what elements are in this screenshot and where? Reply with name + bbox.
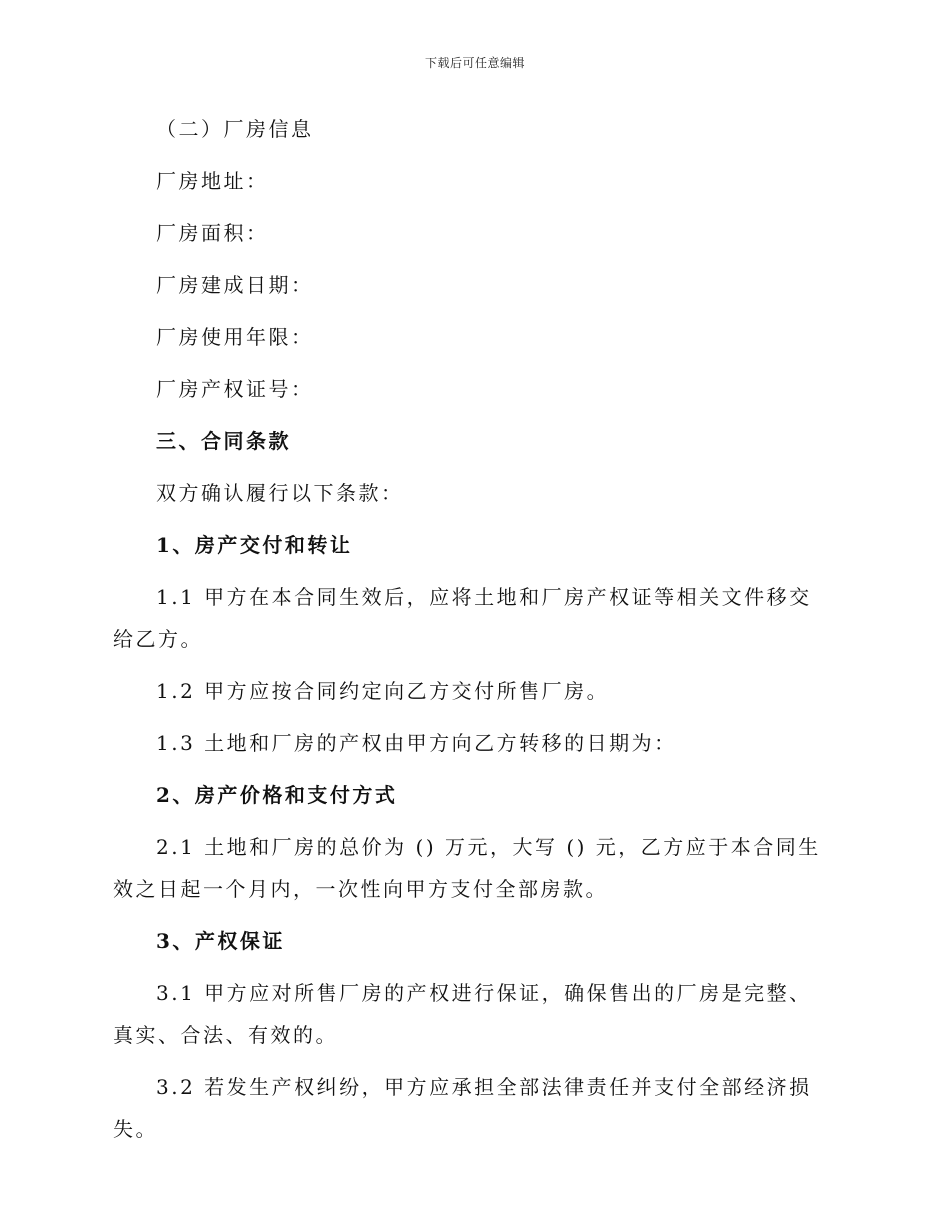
clause-1-2: 1.2 甲方应按合同约定向乙方交付所售厂房。 — [156, 679, 610, 703]
clause-heading-title-guarantee: 3、产权保证 — [156, 929, 285, 953]
field-factory-service-life: 厂房使用年限： — [156, 325, 314, 349]
field-factory-address: 厂房地址： — [156, 169, 269, 193]
field-factory-area: 厂房面积： — [156, 221, 269, 245]
paragraph-terms-intro: 双方确认履行以下条款： — [156, 481, 404, 505]
clause-1-3: 1.3 土地和厂房的产权由甲方向乙方转移的日期为： — [156, 731, 677, 755]
clause-3-2: 3.2 若发生产权纠纷，甲方应承担全部法律责任并支付全部经济损失。 — [113, 1075, 812, 1141]
field-factory-certificate-number: 厂房产权证号： — [156, 377, 314, 401]
section-heading-factory-info: （二）厂房信息 — [156, 117, 314, 141]
section-heading-contract-terms: 三、合同条款 — [156, 429, 291, 453]
clause-3-1: 3.1 甲方应对所售厂房的产权进行保证，确保售出的厂房是完整、真实、合法、有效的。 — [113, 981, 812, 1047]
clause-1-1: 1.1 甲方在本合同生效后，应将土地和厂房产权证等相关文件移交给乙方。 — [113, 585, 812, 651]
clause-2-1: 2.1 土地和厂房的总价为 () 万元，大写 () 元，乙方应于本合同生效之日起一个月内，一次性向甲方支付全部房款。 — [113, 835, 821, 901]
field-factory-build-date: 厂房建成日期： — [156, 273, 314, 297]
clause-heading-delivery-transfer: 1、房产交付和转让 — [156, 533, 353, 557]
document-body — [113, 108, 833, 1160]
clause-heading-price-payment: 2、房产价格和支付方式 — [156, 783, 398, 807]
header-note: 下载后可任意编辑 — [424, 56, 525, 70]
